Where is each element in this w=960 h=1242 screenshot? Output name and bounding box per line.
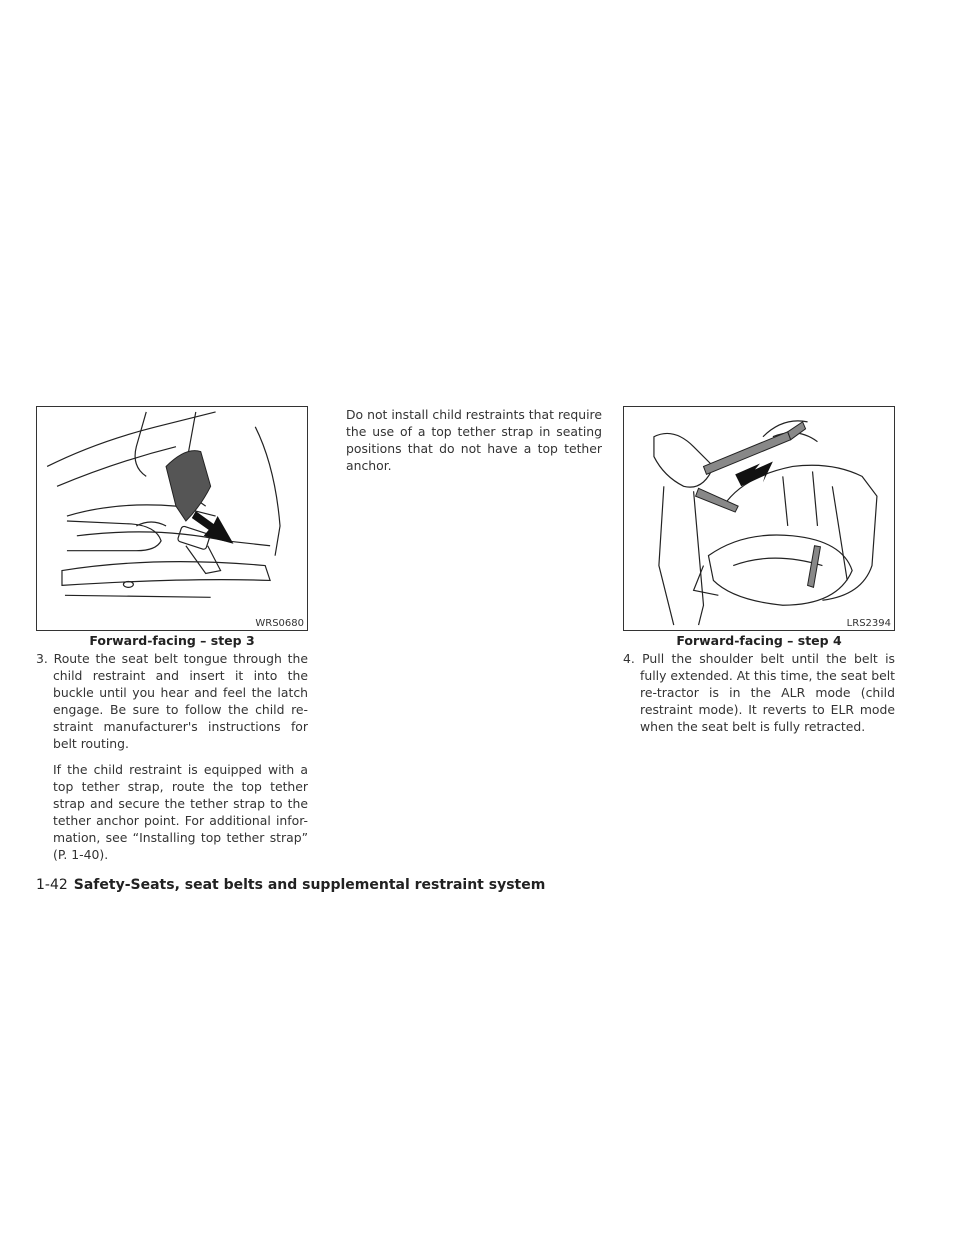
seat-belt-buckle-illustration xyxy=(37,407,307,630)
step-3-text: 3. Route the seat belt tongue through the child restraint and insert it into the buckle until you hear and feel the latch engage. Be sure to follow the child re-straint manufacturer's instructions for belt routing. xyxy=(36,651,308,751)
step-4-text: 4. Pull the shoulder belt until the belt is fully extended. At this time, the seat belt re-tractor is in the ALR mode (child restraint mode). It reverts to ELR mode when the seat belt is fully retracted. xyxy=(623,651,895,734)
figure-code: WRS0680 xyxy=(255,618,304,629)
middle-paragraph: Do not install child restraints that require the use of a top tether strap in seating positions that do not have a top tether anchor. xyxy=(346,407,602,473)
figure-code: LRS2394 xyxy=(846,618,891,629)
step-4-instructions xyxy=(623,650,895,735)
section-title: Safety-Seats, seat belts and supplemental restraint system xyxy=(73,877,546,893)
figure-forward-facing-step-4 xyxy=(623,406,895,631)
shoulder-belt-illustration xyxy=(624,407,894,630)
page-footer xyxy=(36,877,545,893)
figure-caption: Forward-facing – step 4 xyxy=(676,633,842,648)
figure-forward-facing-step-3 xyxy=(36,406,308,631)
step-3-instructions xyxy=(36,650,308,863)
tether-strap-text: If the child restraint is equipped with a top tether strap, route the top tether strap and secure the tether strap to the tether anchor point. For additional infor-mation, see “Installing top tether strap” (P. 1-40). xyxy=(53,762,308,862)
tether-warning-text xyxy=(346,406,602,474)
figure-caption: Forward-facing – step 3 xyxy=(89,633,255,648)
page-number: 1-42 xyxy=(36,877,68,893)
